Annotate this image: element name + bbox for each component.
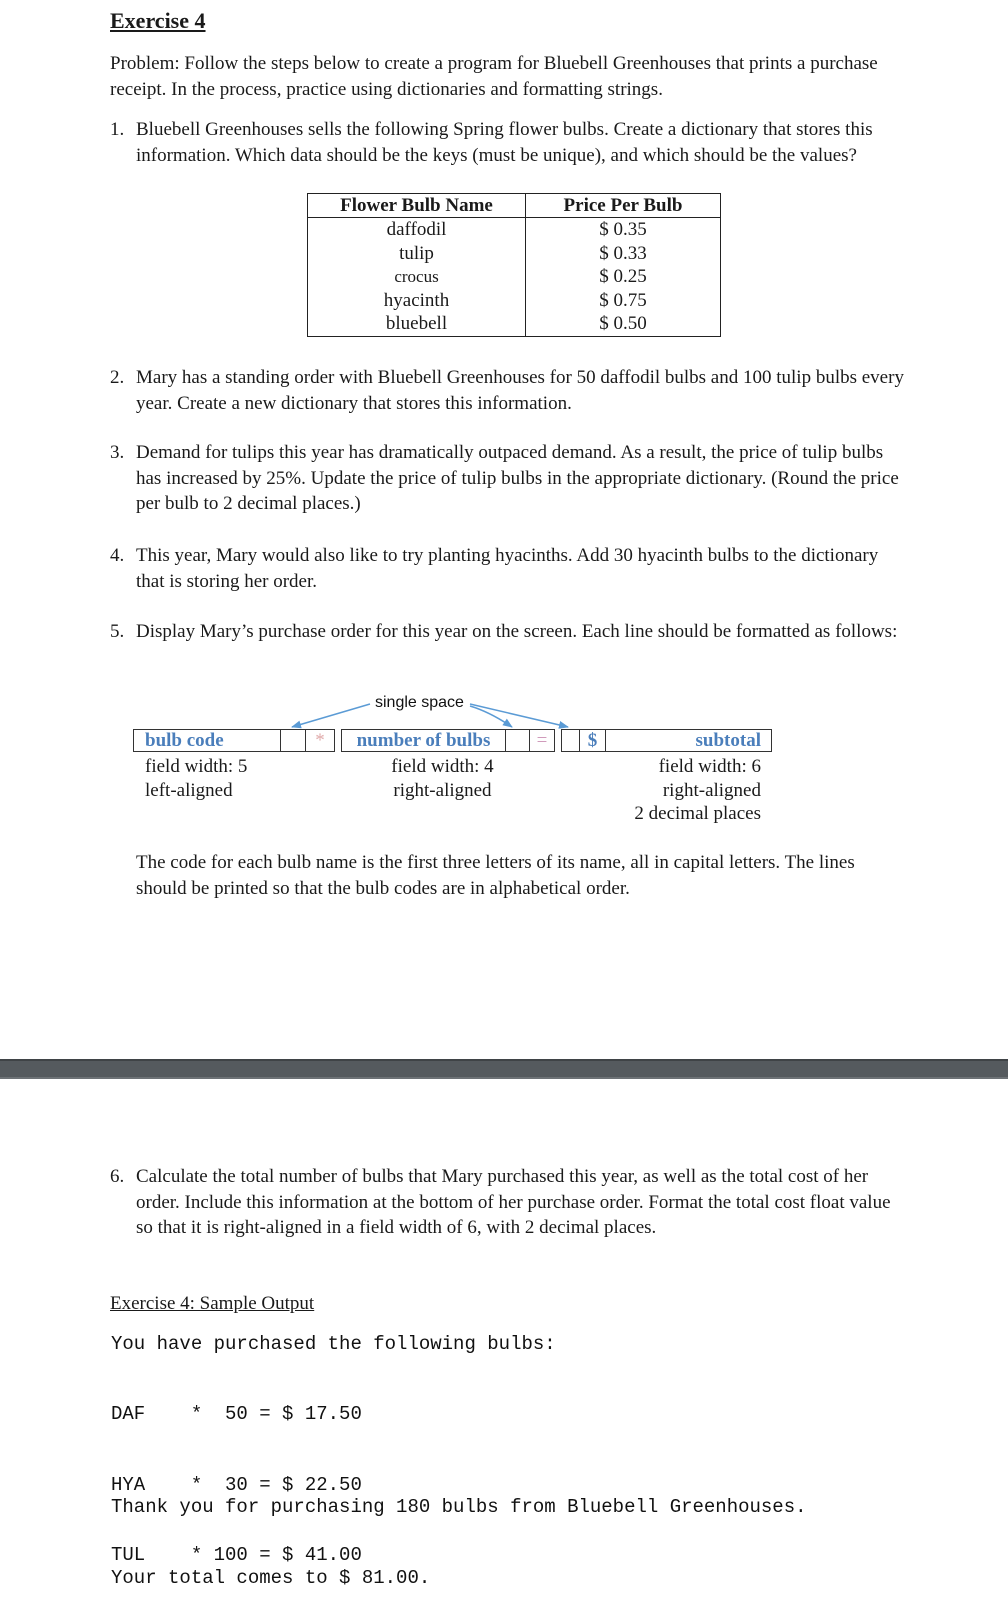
step-number: 2. (110, 367, 125, 388)
price-cell: $ 0.25 (599, 266, 647, 287)
step-number: 5. (110, 621, 125, 642)
single-space-label: single space (375, 694, 464, 711)
output-header-line: You have purchased the following bulbs: (111, 1333, 556, 1355)
dollar-field: $ (580, 729, 606, 752)
column-header-price: Price Per Bulb (526, 194, 721, 218)
step-text: This year, Mary would also like to try planting hyacinths. Add 30 hyacinth bulbs to the dictionary that is storing her order. (136, 545, 879, 592)
output-line: DAF * 50 = $ 17.50 (111, 1403, 362, 1425)
step-text: Bluebell Greenhouses sells the following Spring flower bulbs. Create a dictionary that stores this information. Which data should be the keys (must be unique), and which should be the values? (136, 119, 873, 166)
price-cell: $ 0.75 (599, 289, 647, 311)
step-number: 6. (110, 1166, 125, 1187)
description-line: right-aligned (393, 779, 492, 801)
output-footer (111, 1449, 807, 1614)
bulb-name-cell: tulip (308, 242, 526, 266)
subtotal-field: subtotal (606, 729, 772, 752)
number-of-bulbs-field: number of bulbs (341, 729, 506, 752)
space-field (506, 729, 530, 752)
description-line: field width: 4 (391, 756, 494, 777)
equals-field: = (530, 729, 555, 752)
step-text: Mary has a standing order with Bluebell Greenhouses for 50 daffodil bulbs and 100 tulip bulbs every year. Create a new dictionary that stores this information. (136, 367, 904, 414)
subtotal-description (620, 755, 761, 826)
step-6 (110, 1164, 910, 1241)
step-number: 4. (110, 545, 125, 566)
bulb-name-cell: bluebell (308, 312, 526, 336)
output-line: TUL * 100 = $ 41.00 (111, 1544, 362, 1566)
description-line: field width: 5 (145, 756, 248, 777)
output-line: Thank you for purchasing 180 bulbs from Bluebell Greenhouses. (111, 1496, 807, 1518)
description-line: left-aligned (145, 779, 233, 801)
bulb-code-description (145, 755, 247, 802)
description-line: right-aligned (662, 779, 761, 801)
bulb-code-note: The code for each bulb name is the first three letters of its name, all in capital letters. The lines should be printed so that the bulb codes are in alphabetical order. (136, 852, 855, 899)
bulb-name-cell: daffodil (308, 218, 526, 242)
step-text: Demand for tulips this year has dramatically outpaced demand. As a result, the price of tulip bulbs has increased by 25%. Update the price of tulip bulbs in the appropriate dictionary. (Round the price per bulb to 2 decimal places.) (136, 442, 899, 514)
arrow-to-first-space (292, 704, 370, 727)
problem-intro: Problem: Follow the steps below to create a program for Bluebell Greenhouses that prints a purchase receipt. In the process, practice using dictionaries and formatting strings. (110, 53, 878, 100)
page-divider (0, 1059, 1008, 1079)
step-text: Display Mary’s purchase order for this year on the screen. Each line should be formatted as follows: (136, 621, 898, 642)
description-line: field width: 6 (658, 756, 761, 777)
step-number: 3. (110, 442, 125, 463)
price-cell: $ 0.35 (599, 219, 647, 240)
exercise-title: Exercise 4 (110, 8, 206, 33)
arrow-to-third-space (470, 704, 568, 727)
step-text: Calculate the total number of bulbs that Mary purchased this year, as well as the total cost of her order. Include this information at the bottom of her purchase order. Format the total cost float value so that it is right-aligned in a field width of 6, with 2 decimal places. (136, 1166, 891, 1238)
sample-output-heading: Exercise 4: Sample Output (110, 1293, 315, 1314)
bulb-name-cell: hyacinth (308, 289, 526, 313)
output-line: Your total comes to $ 81.00. (111, 1566, 431, 1589)
price-cell: $ 0.33 (599, 242, 647, 264)
number-of-bulbs-description (385, 755, 500, 802)
step-number: 1. (110, 119, 125, 140)
space-field (561, 729, 580, 752)
description-line: 2 decimal places (634, 803, 761, 824)
star-field: * (306, 729, 335, 752)
space-field (281, 729, 306, 752)
column-header-bulb-name: Flower Bulb Name (308, 194, 526, 218)
price-cell: $ 0.50 (599, 313, 647, 334)
bulb-code-field: bulb code (133, 729, 281, 752)
output-line: HYA * 30 = $ 22.50 (111, 1473, 362, 1496)
bulb-name-cell: crocus (308, 265, 526, 289)
